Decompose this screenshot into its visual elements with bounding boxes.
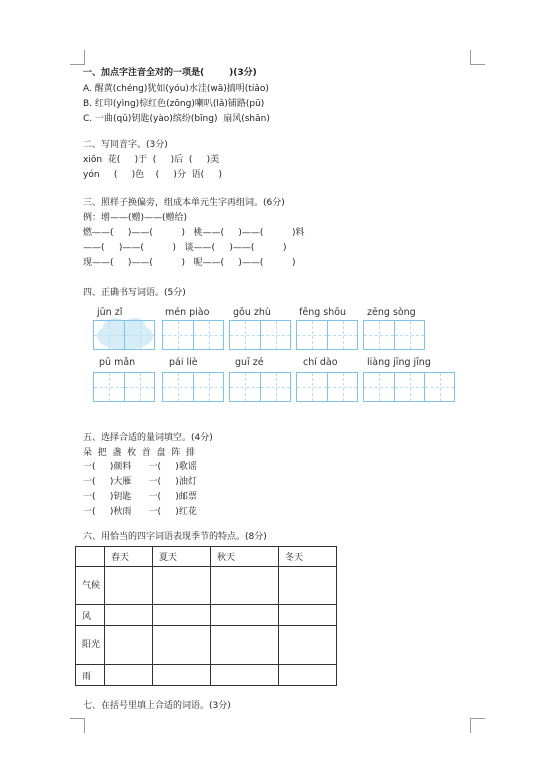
q6-title: 六、用恰当的四字词语表现季节的特点。(8分) <box>83 532 267 542</box>
q2-title: 二、写同音字。(3分) <box>83 140 168 150</box>
answer-cell[interactable] <box>105 567 153 605</box>
writing-grid[interactable] <box>363 372 455 402</box>
writing-grid[interactable] <box>162 320 224 350</box>
answer-cell[interactable] <box>153 605 211 626</box>
answer-cell[interactable] <box>153 626 211 665</box>
writing-grid[interactable] <box>162 372 224 402</box>
q1-option-c: C. 一曲(qǔ)钥匙(yào)缤纷(bīng) 扇风(shān) <box>83 114 270 124</box>
row-label: 雨 <box>76 665 105 686</box>
answer-cell[interactable] <box>105 626 153 665</box>
q3-title: 三、照样子换偏旁，组成本单元生字再组词。(6分) <box>83 198 285 208</box>
q5-title: 五、选择合适的量词填空。(4分) <box>83 433 213 443</box>
pinyin-word: jūn zǐ <box>97 307 123 318</box>
season-table-header <box>76 547 337 567</box>
answer-cell[interactable] <box>105 605 153 626</box>
pinyin-word: gōu zhù <box>233 307 271 318</box>
season-table <box>75 546 337 686</box>
answer-cell[interactable] <box>279 665 337 686</box>
pinyin-word: guī zé <box>235 357 264 368</box>
answer-cell[interactable] <box>211 567 279 605</box>
header-cell: 夏天 <box>153 547 211 567</box>
pinyin-word: liàng jīng jīng <box>367 357 431 368</box>
writing-grid[interactable] <box>363 320 425 350</box>
answer-cell[interactable] <box>211 665 279 686</box>
q5-row-2: 一( )大雁 一( )油灯 <box>83 477 197 487</box>
q5-row-1: 一( )颜料 一( )歌谣 <box>83 462 197 472</box>
crop-mark-top-left <box>70 50 85 65</box>
writing-grid[interactable] <box>296 320 358 350</box>
q3-row-3: 现——( )——( ) 呢——( )——( ) <box>83 258 296 268</box>
pinyin-word: mén piào <box>165 307 210 318</box>
table-row <box>76 605 337 626</box>
writing-grid[interactable] <box>296 372 358 402</box>
q5-row-3: 一( )钥匙 一( )邮票 <box>83 492 197 502</box>
header-cell: 秋天 <box>211 547 279 567</box>
crop-mark-top-right <box>470 50 485 65</box>
answer-cell[interactable] <box>211 605 279 626</box>
pinyin-word: pái liè <box>169 357 198 368</box>
table-row <box>76 665 337 686</box>
answer-cell[interactable] <box>279 626 337 665</box>
header-cell: 冬天 <box>279 547 337 567</box>
writing-grid[interactable] <box>229 372 291 402</box>
header-cell: 春天 <box>105 547 153 567</box>
pinyin-row-2 <box>93 357 473 369</box>
writing-grid[interactable] <box>229 320 291 350</box>
answer-cell[interactable] <box>153 665 211 686</box>
table-row <box>76 567 337 605</box>
writing-grid[interactable] <box>93 320 155 350</box>
pinyin-word: pū mǎn <box>99 357 136 368</box>
answer-cell[interactable] <box>153 567 211 605</box>
pinyin-word: fēng shōu <box>299 307 347 318</box>
q1-title: 一、加点字注音全对的一项是( )(3分) <box>83 68 257 78</box>
q3-row-2: ——( )——( ) 谈——( )——( ) <box>83 243 287 253</box>
q3-row-1: 燃——( )——( ) 桃——( )——( )料 <box>83 228 305 238</box>
answer-cell[interactable] <box>279 605 337 626</box>
q1-option-b: B. 红印(yìng)棕红色(zōng)喇叭(lǎ)铺路(pū) <box>83 99 265 109</box>
q5-row-4: 一( )秋雨 一( )红花 <box>83 507 197 517</box>
answer-cell[interactable] <box>211 626 279 665</box>
crop-mark-bottom-right <box>470 718 485 733</box>
q1-option-a: A. 醒黄(chéng)犹如(yóu)水洼(wā)搞明(tiǎo) <box>83 84 269 94</box>
row-label: 风 <box>76 605 105 626</box>
pinyin-word: chí dào <box>303 357 338 368</box>
q5-word-bank: 朵 把 盏 枚 首 盘 阵 排 <box>83 448 196 458</box>
header-cell <box>76 547 105 567</box>
q3-example: 例：增——(赠)——(赠给) <box>83 213 188 223</box>
row-label: 气候 <box>76 567 105 605</box>
q4-title: 四、正确书写词语。(5分) <box>83 288 186 298</box>
answer-cell[interactable] <box>105 665 153 686</box>
writing-grid[interactable] <box>93 372 155 402</box>
q2-row-2: yón ( )色 ( )分 语( ) <box>83 170 222 180</box>
crop-mark-bottom-left <box>70 718 85 733</box>
pinyin-row-1 <box>93 307 473 319</box>
table-row <box>76 626 337 665</box>
pinyin-word: zēng sòng <box>367 307 416 318</box>
q2-row-1: xiōn 花( )于 ( )后 ( )美 <box>83 155 220 165</box>
answer-cell[interactable] <box>279 567 337 605</box>
row-label: 阳光 <box>76 626 105 665</box>
q7-title: 七、在括号里填上合适的词语。(3分) <box>83 701 231 711</box>
